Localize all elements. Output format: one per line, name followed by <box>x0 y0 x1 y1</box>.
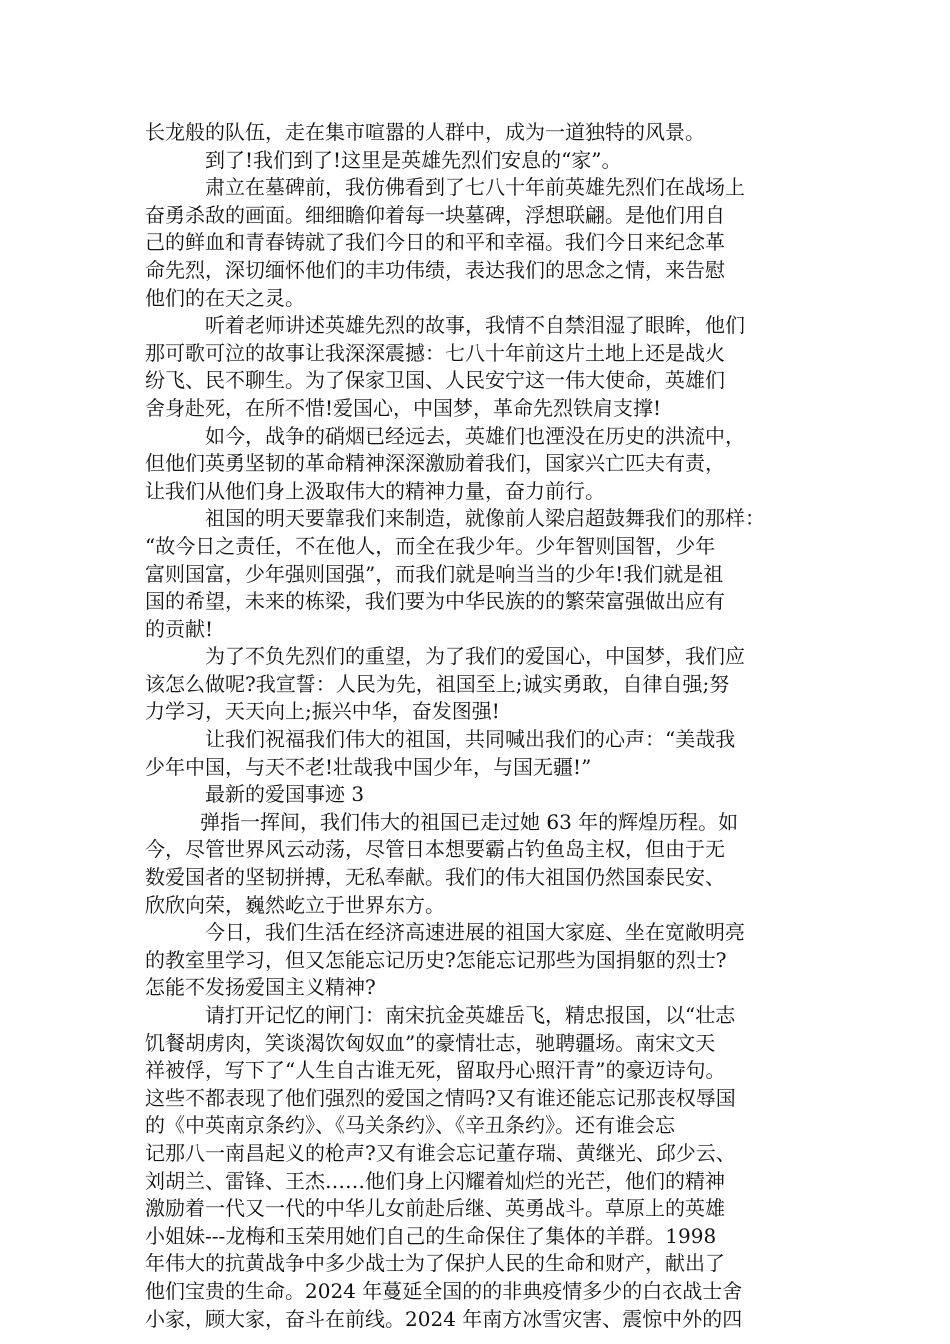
text-line: 的贡献! <box>145 616 214 641</box>
text-line: 到了!我们到了!这里是英雄先烈们安息的“家”。 <box>205 147 622 172</box>
paragraph <box>145 919 815 1002</box>
text-line: 年伟大的抗黄战争中多少战士为了保护人民的生命和财产，献出了 <box>145 1251 725 1276</box>
text-line: 该怎么做呢?我宣誓：人民为先，祖国至上;诚实勇敢，自律自强;努 <box>145 671 730 696</box>
text-line: 让我们从他们身上汲取伟大的精神力量，奋力前行。 <box>145 478 605 503</box>
text-line: 数爱国者的坚韧拼搏，无私奉献。我们的伟大祖国仍然国泰民安、 <box>145 865 725 890</box>
text-line: 为了不负先烈们的重望，为了我们的爱国心，中国梦，我们应 <box>205 644 745 669</box>
paragraph <box>145 119 815 147</box>
paragraph <box>145 1002 815 1333</box>
text-line: 他们宝贵的生命。2024 年蔓延全国的的非典疫情多少的白衣战士舍 <box>145 1278 743 1303</box>
paragraph <box>145 809 815 919</box>
text-line: 己的鲜血和青春铸就了我们今日的和平和幸福。我们今日来纪念革 <box>145 230 725 255</box>
text-line: 小姐妹---龙梅和玉荣用她们自己的生命保住了集体的羊群。1998 <box>145 1223 717 1248</box>
text-line: 记那八一南昌起义的枪声?又有谁会忘记董存瑞、黄继光、邱少云、 <box>145 1140 736 1165</box>
text-line: 长龙般的队伍，走在集市喧嚣的人群中，成为一道独特的风景。 <box>145 120 705 144</box>
text-line: 的《中英南京条约》、《马关条约》、《辛丑条约》。还有谁会忘 <box>145 1113 675 1138</box>
text-line: 但他们英勇坚韧的革命精神深深激励着我们，国家兴亡匹夫有责， <box>145 451 725 476</box>
text-line: 欣欣向荣，巍然屹立于世界东方。 <box>145 892 445 917</box>
text-line: 今，尽管世界风云动荡，尽管日本想要霸占钓鱼岛主权，但由于无 <box>145 837 725 862</box>
text-line: 那可歌可泣的故事让我深深震撼：七八十年前这片土地上还是战火 <box>145 340 725 365</box>
text-line: 富则国富，少年强则国强”，而我们就是响当当的少年!我们就是祖 <box>145 561 724 586</box>
text-line: 少年中国，与天不老!壮哉我中国少年，与国无疆!” <box>145 754 592 779</box>
text-line: 饥餐胡虏肉，笑谈渴饮匈奴血”的豪情壮志，驰聘疆场。南宋文天 <box>145 1030 716 1055</box>
paragraph <box>145 781 815 809</box>
text-line: 的教室里学习，但又怎能忘记历史?怎能忘记那些为国捐躯的烈士? <box>145 947 727 972</box>
text-line: 力学习，天天向上;振兴中华，奋发图强! <box>145 699 500 724</box>
text-line: 命先烈，深切缅怀他们的丰功伟绩，表达我们的思念之情，来告慰 <box>145 257 725 282</box>
text-line: 怎能不发扬爱国主义精神? <box>145 975 376 1000</box>
text-line: 纷飞、民不聊生。为了保家卫国、人民安宁这一伟大使命，英雄们 <box>145 368 725 393</box>
paragraph <box>145 505 815 643</box>
paragraph <box>145 423 815 506</box>
text-line: 今日，我们生活在经济高速进展的祖国大家庭、坐在宽敞明亮 <box>205 920 745 945</box>
text-line: 小家，顾大家，奋斗在前线。2024 年南方冰雪灾害、震惊中外的四 <box>145 1306 743 1331</box>
text-line: 国的希望，未来的栋梁，我们要为中华民族的的繁荣富强做出应有 <box>145 589 725 614</box>
document-body <box>145 119 815 1333</box>
text-line: 祥被俘，写下了“人生自古谁无死，留取丹心照汗青”的豪迈诗句。 <box>145 1058 726 1083</box>
text-line: 听着老师讲述英雄先烈的故事，我情不自禁泪湿了眼眸，他们 <box>205 313 745 338</box>
text-line: 祖国的明天要靠我们来制造，就像前人梁启超鼓舞我们的那样： <box>205 506 765 531</box>
text-line: 他们的在天之灵。 <box>145 285 305 310</box>
text-line: 请打开记忆的闸门：南宋抗金英雄岳飞，精忠报国，以“壮志 <box>205 1003 736 1027</box>
text-line: “故今日之责任，不在他人，而全在我少年。少年智则国智，少年 <box>145 533 716 558</box>
text-line: 弹指一挥间，我们伟大的祖国已走过她 63 年的辉煌历程。如 <box>200 809 739 834</box>
text-line: 刘胡兰、雷锋、王杰……他们身上闪耀着灿烂的光芒，他们的精神 <box>145 1168 725 1193</box>
paragraph <box>145 147 815 175</box>
text-line: 肃立在墓碑前，我仿佛看到了七八十年前英雄先烈们在战场上 <box>205 175 745 200</box>
text-line: 舍身赴死，在所不惜!爱国心，中国梦，革命先烈铁肩支撑! <box>145 395 662 420</box>
paragraph <box>145 643 815 726</box>
text-line: 如今，战争的硝烟已经远去，英雄们也湮没在历史的洪流中， <box>205 423 745 448</box>
paragraph <box>145 174 815 312</box>
text-line: 最新的爱国事迹 3 <box>205 782 365 807</box>
text-line: 让我们祝福我们伟大的祖国，共同喊出我们的心声：“美哉我 <box>205 727 736 752</box>
text-line: 这些不都表现了他们强烈的爱国之情吗?又有谁还能忘记那丧权辱国 <box>145 1085 736 1110</box>
text-line: 激励着一代又一代的中华儿女前赴后继、英勇战斗。草原上的英雄 <box>145 1196 725 1221</box>
paragraph <box>145 312 815 422</box>
text-line: 奋勇杀敌的画面。细细瞻仰着每一块墓碑，浮想联翩。是他们用自 <box>145 202 725 227</box>
paragraph <box>145 726 815 781</box>
